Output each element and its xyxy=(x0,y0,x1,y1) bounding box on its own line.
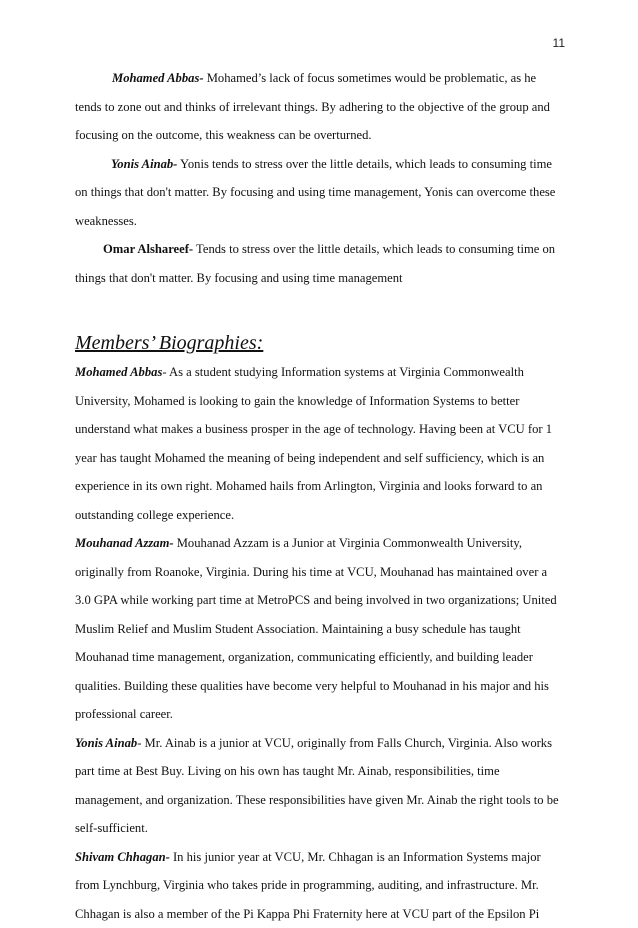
biography-paragraph xyxy=(75,843,565,928)
weakness-text: Tends to stress over the little details, which leads to consuming time on things that don't matter. By focusing and using time management xyxy=(75,242,555,285)
member-name: Mohamed Abbas xyxy=(75,365,162,379)
biography-paragraph xyxy=(75,529,565,729)
weakness-text: Yonis tends to stress over the little details, which leads to consuming time on things that don't matter. By focusing and using time management, Yonis can overcome these weaknesses. xyxy=(75,157,555,228)
member-name: Mouhanad Azzam- xyxy=(75,536,174,550)
member-name: Omar Alshareef- xyxy=(103,242,193,256)
biography-text: Mouhanad Azzam is a Junior at Virginia Commonwealth University, originally from Roanoke, Virginia. During his time at VCU, Mouhanad has maintained over a 3.0 GPA while working part time at MetroPCS and being involved in two organizations; United Muslim Relief and Muslim Student Association. Maintaining a busy schedule has taught Mouhanad time management, organization, communicating efficiently, and building leader qualities. Building these qualities have become very helpful to Mouhanad in his major and his professional career. xyxy=(75,536,557,721)
biography-paragraph xyxy=(75,729,565,843)
weakness-paragraph xyxy=(75,235,565,292)
weakness-text: Mohamed’s lack of focus sometimes would be problematic, as he tends to zone out and thinks of irrelevant things. By adhering to the objective of the group and focusing on the outcome, this weakness can be overturned. xyxy=(75,71,550,142)
section-heading: Members’ Biographies: xyxy=(75,328,565,358)
biography-paragraph xyxy=(75,358,565,529)
member-name: Yonis Ainab- xyxy=(111,157,177,171)
page-number: 11 xyxy=(553,36,565,50)
weakness-paragraph xyxy=(75,150,565,236)
biography-text: - Mr. Ainab is a junior at VCU, originally from Falls Church, Virginia. Also works part time at Best Buy. Living on his own has taught Mr. Ainab, responsibilities, time management, and organization. These responsibilities have given Mr. Ainab the right tools to be self-sufficient. xyxy=(75,736,559,836)
member-name: Yonis Ainab xyxy=(75,736,137,750)
biography-text: In his junior year at VCU, Mr. Chhagan is an Information Systems major from Lynchburg, Virginia who takes pride in programming, auditing, and infrastructure. Mr. Chhagan is also a member of the Pi Kappa Phi Fraternity here at VCU part of the Epsilon Pi xyxy=(75,850,541,921)
document-body xyxy=(75,64,565,928)
weakness-paragraph xyxy=(75,64,565,150)
member-name: Mohamed Abbas- xyxy=(112,71,204,85)
biography-text: - As a student studying Information systems at Virginia Commonwealth University, Mohamed is looking to gain the knowledge of Information Systems to better understand what makes a business prosper in the age of technology. Having been at VCU for 1 year has taught Mohamed the meaning of being independent and self sufficiency, which is an experience in its own right. Mohamed hails from Arlington, Virginia and looks forward to an outstanding college experience. xyxy=(75,365,552,522)
member-name: Shivam Chhagan- xyxy=(75,850,170,864)
